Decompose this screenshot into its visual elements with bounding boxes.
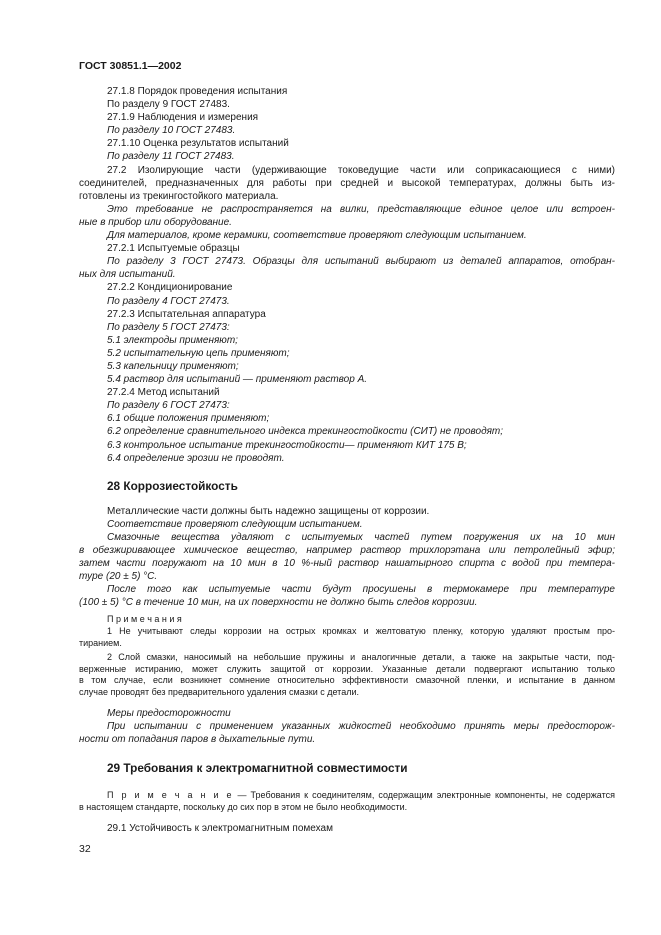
list-item: 6.3 контрольное испытание трекингостойкости— применяют КИТ 175 В; [107,439,467,451]
notes-title: П р и м е ч а н и я [107,614,182,625]
clause-27-2-1: 27.2.1 Испытуемые образцы [107,243,240,255]
precautions-title: Меры предосторожности [107,707,231,719]
list-item: 5.4 раствор для испытаний — применяют раствор А. [107,374,368,386]
text-line: (100 ± 5) °С в течение 10 мин, на их поверхности не должно быть следов коррозии. [79,597,478,609]
text-line: затем части погружают на 10 мин в 10 %-ный раствор нашатырного спирта с водой при темпера- [79,558,615,570]
text-line: По разделу 9 ГОСТ 27483. [107,99,230,111]
text-line: соединителей, предназначенных для работы при средней и высокой температурах, должны быть из- [79,177,615,189]
clause-29-1: 29.1 Устойчивость к электромагнитным помехам [107,823,333,835]
clause-27-2-4: 27.2.4 Метод испытаний [107,387,220,399]
clause-27-2: 27.2 Изолирующие части (удерживающие токоведущие части или соприкасающиеся с ними) [107,164,615,176]
text-line: По разделу 10 ГОСТ 27483. [107,125,236,137]
text-line: в обезжиривающее химическое вещество, например раствор трихлорэтана или петролейный эфир; [79,545,615,556]
note-line: в настоящем стандарте, поскольку до сих пор в этом не было необходимости. [79,801,408,812]
list-item: 6.1 общие положения применяют; [107,413,270,425]
document-body [79,85,615,835]
clause-27-2-2: 27.2.2 Кондиционирование [107,282,233,294]
list-item: 5.2 испытательную цепь применяют; [107,347,290,359]
list-item: 6.2 определение сравнительного индекса трекингостойкости (СИТ) не проводят; [107,426,504,438]
note-label: П р и м е ч а н и е [107,789,234,800]
text-line: По разделу 4 ГОСТ 27473. [107,295,230,307]
note-line: 2 Слой смазки, наносимый на небольшие пружины и аналогичные детали, а также на закрытые части, под- [107,652,615,663]
clause-27-2-3: 27.2.3 Испытательная аппаратура [107,308,266,320]
text-line: ности от попадания паров в дыхательные пути. [79,733,316,745]
note-text: — Требования к соединителям, содержащим электронные компоненты, не содержатся [233,789,615,800]
text-line: ные в прибор или оборудование. [79,216,232,228]
text-line: По разделу 6 ГОСТ 27473: [107,400,230,412]
clause-27-1-9: 27.1.9 Наблюдения и измерения [107,112,259,124]
note-line: верженные истиранию, может служить защитой от коррозии. Указанные детали подвергают испытанию только [79,663,615,674]
clause-27-1-10: 27.1.10 Оценка результатов испытаний [107,138,289,150]
text-line: Металлические части должны быть надежно защищены от коррозии. [107,505,430,517]
text-line: Смазочные вещества удаляют с испытуемых частей путем погружения их на 10 мин [107,531,615,543]
text-line: туре (20 ± 5) °С. [79,571,158,583]
list-item: 5.1 электроды применяют; [107,334,238,346]
clause-27-1-8: 27.1.8 Порядок проведения испытания [107,86,288,97]
text-line: После того как испытуемые части будут просушены в термокамере при температуре [107,584,615,596]
list-item: 6.4 определение эрозии не проводят. [107,452,285,464]
section-heading-29: 29 Требования к электромагнитной совместимости [107,760,408,775]
note-line [79,790,615,802]
note-line: случае проводят без предварительного удаления смазки с детали. [79,687,359,698]
note-line: 1 Не учитывают следы коррозии на острых кромках и желтоватую пленку, которую удаляют простым про- [107,626,615,637]
text-line: По разделу 11 ГОСТ 27483. [107,151,235,163]
document-header: ГОСТ 30851.1—2002 [79,60,182,72]
note-line: в том случае, если возникнет сомнение относительно эффективности смазочной пленки, и испытание в данном [79,675,615,686]
list-item: 5.3 капельницу применяют; [107,360,239,372]
text-line: Это требование не распространяется на вилки, представляющие единое целое или встроен- [107,203,615,215]
text-line: По разделу 3 ГОСТ 27473. Образцы для испытаний выбирают из деталей аппаратов, отобран- [107,256,615,268]
page-number: 32 [79,843,91,855]
text-line: Соответствие проверяют следующим испытанием. [107,518,363,530]
note-line: тиранием. [79,637,122,648]
section-heading-28: 28 Коррозиестойкость [107,478,238,493]
text-line: ных для испытаний. [79,269,176,281]
text-line: Для материалов, кроме керамики, соответствие проверяют следующим испытанием. [107,230,527,242]
text-line: По разделу 5 ГОСТ 27473: [107,321,230,333]
text-line: При испытании с применением указанных жидкостей необходимо принять меры предосторож- [107,720,615,732]
text-line: готовлены из трекингостойкого материала. [79,190,279,202]
